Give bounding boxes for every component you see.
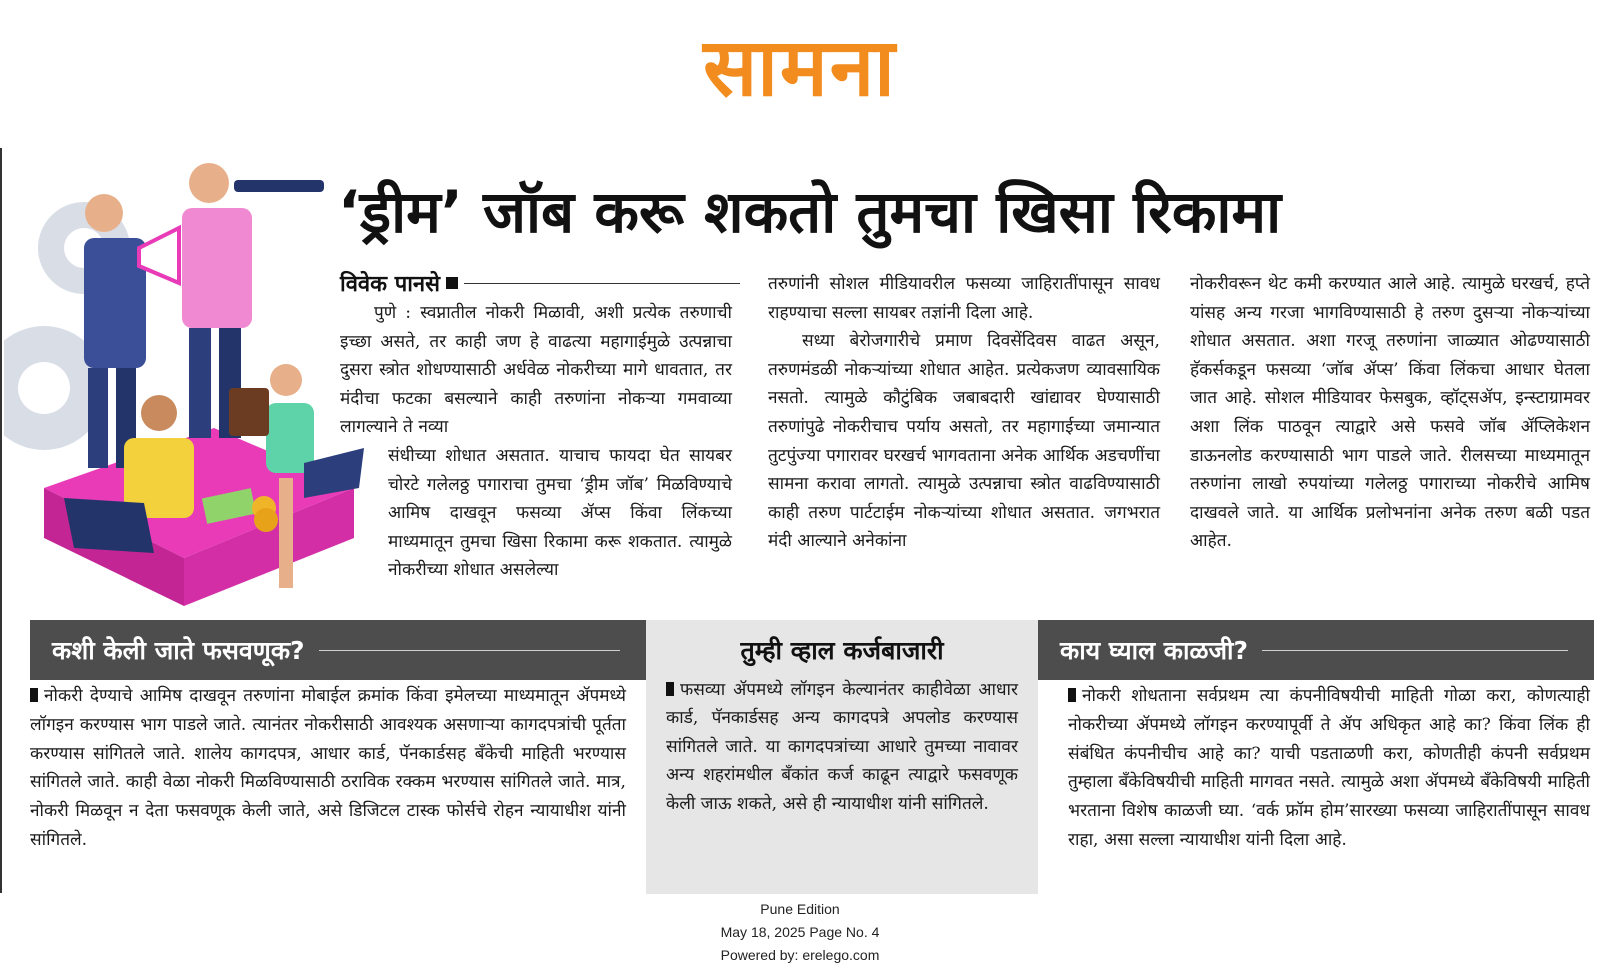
box-heading-care — [1038, 620, 1594, 680]
byline-row — [340, 268, 740, 298]
byline: विवेक पानसे — [340, 272, 440, 297]
headline: ‘ड्रीम’ जॉब करू शकतो तुमचा खिसा रिकामा — [338, 178, 1282, 246]
article-column-2 — [768, 270, 1160, 556]
article-paragraph: नोकरीवरून थेट कमी करण्यात आले आहे. त्यामुळे घरखर्च, हप्ते यांसह अन्य गरजा भागविण्यासाठी हे तरुण दुसऱ्या नोकऱ्यांच्या शोधात असतात. अशा गरजू तरुणांना जाळ्यात ओढण्यासाठी हॅकर्सकडून फसव्या ‘जॉब ॲप्स’ किंवा लिंकचा आधार घेतला जात आहे. सोशल मीडियावर फेसबुक, व्हॉट्सॲप, इन्स्टाग्रामवर अशा लिंक पाठवून त्याद्वारे असे फसवे जॉब ॲप्लिकेशन डाऊनलोड करण्यासाठी भाग पाडले जाते. रीलसच्या माध्यमातून तरुणांना लाखो रुपयांच्या गलेलठ्ठ पगाराच्या नोकरीचे आमिष दाखवले जाते. या आर्थिक प्रलोभनांना अनेक तरुण बळी पडत आहेत. — [1190, 274, 1590, 552]
box-text: फसव्या ॲपमध्ये लॉगइन केल्यानंतर काहीवेळा आधार कार्ड, पॅनकार्डसह अन्य कागदपत्रे अपलोड करण्यास सांगितले जाते. या कागदपत्रांच्या आधारे तुमच्या नावावर अन्य शहरांमधील बँकांत कर्ज काढून त्याद्वारे फसवणूक केली जाऊ शकते, असे ही न्यायाधीश यांनी सांगितले. — [666, 680, 1018, 814]
box-body-fraud — [30, 682, 626, 855]
article-column-1-bottom — [388, 442, 732, 585]
bullet-marker — [30, 688, 38, 702]
page-footer — [0, 898, 1600, 963]
page-left-rule — [0, 148, 2, 893]
box-heading-rule — [1262, 650, 1568, 651]
bullet-marker — [1068, 688, 1076, 702]
box-body-care — [1068, 682, 1590, 855]
article-paragraph: पुणे : स्वप्नातील नोकरी मिळावी, अशी प्रत्येक तरुणाची इच्छा असते, तर काही जण हे वाढत्या महागाईमुळे उत्पन्नाचा दुसरा स्त्रोत शोधण्यासाठी अर्धवेळ नोकरीच्या मागे धावतात, तर मंदीचा फटका बसल्याने काही तरुणांना नोकऱ्या गमवाव्या लागल्याने ते नव्या — [340, 303, 732, 438]
box-heading-rule — [319, 650, 620, 651]
box-body-debt — [646, 676, 1038, 894]
article-paragraph: संधीच्या शोधात असतात. याचाच फायदा घेत सायबर चोरटे गलेलठ्ठ पगाराचा तुमचा ‘ड्रीम जॉब’ मिळविण्याचे आमिष दाखवून फसव्या ॲप्स किंवा लिंकच्या माध्यमातून तुमचा खिसा रिकामा करू शकतात. त्यामुळे नोकरीच्या शोधात असलेल्या — [388, 446, 732, 581]
box-title: कशी केली जाते फसवणूक? — [52, 636, 305, 665]
masthead — [0, 18, 1600, 118]
byline-marker — [446, 277, 458, 289]
edition-label: Pune Edition — [760, 901, 840, 917]
box-heading-debt — [646, 620, 1038, 680]
article-column-3 — [1190, 270, 1590, 556]
box-text: नोकरी शोधताना सर्वप्रथम त्या कंपनीविषयीची माहिती गोळा करा, कोणत्याही नोकरीच्या ॲपमध्ये लॉगइन करण्यापूर्वी ते ॲप अधिकृत आहे का? किंवा लिंक ही संबंधित कंपनीचीच आहे का? याची पडताळणी करा, कोणतीही कंपनी सर्वप्रथम तुम्हाला बँकेविषयीची माहिती मागवत नसते. त्यामुळे अशा ॲपमध्ये बँकेविषयी माहिती भरताना विशेष काळजी घ्या. ‘वर्क फ्रॉम होम’सारख्या फसव्या जाहिरातींपासून सावध राहा, असा सल्ला न्यायाधीश यांनी दिला आहे. — [1068, 686, 1590, 850]
box-title: तुम्ही व्हाल कर्जबाजारी — [740, 636, 944, 665]
date-page-label: May 18, 2025 Page No. 4 — [720, 924, 880, 940]
job-seekers-illustration-icon — [4, 158, 364, 610]
bullet-marker — [666, 682, 674, 696]
box-text: नोकरी देण्याचे आमिष दाखवून तरुणांना मोबाईल क्रमांक किंवा इमेलच्या माध्यमातून ॲपमध्ये लॉगइन करण्यास भाग पाडले जाते. त्यानंतर नोकरीसाठी आवश्यक असणाऱ्या कागदपत्रांची पूर्तता करण्यास सांगितले जाते. शालेय कागदपत्र, आधार कार्ड, पॅनकार्डसह बँकेची माहिती भरण्यास सांगितले जाते. काही वेळा नोकरी मिळविण्यासाठी ठराविक रक्कम भरण्यास सांगितले जाते. मात्र, नोकरी मिळवून न देता फसवणूक केली जाते, असे डिजिटल टास्क फोर्सचे रोहन न्यायाधीश यांनी सांगितले. — [30, 686, 626, 850]
article-paragraph: सध्या बेरोजगारीचे प्रमाण दिवसेंदिवस वाढत असून, तरुणमंडळी नोकऱ्यांच्या शोधात आहेत. प्रत्येकजण व्यावसायिक नसतो. त्यामुळे कौटुंबिक जबाबदारी खांद्यावर घेण्यासाठी तरुणांपुढे नोकरीचाच पर्याय असतो, तर महागाईच्या जमान्यात तुटपुंज्या पगारावर घरखर्च भागवताना अनेक आर्थिक अडचणींचा सामना करावा लागतो. त्यामुळे उत्पन्नाचा स्त्रोत वाढविण्यासाठी काही तरुण पार्टटाईम नोकऱ्यांच्या शोधात असतात. जगभरात मंदी आल्याने अनेकांना — [768, 331, 1160, 552]
box-title: काय घ्याल काळजी? — [1060, 636, 1249, 665]
byline-rule — [464, 283, 740, 284]
article-paragraph: तरुणांनी सोशल मीडियावरील फसव्या जाहिरातींपासून सावध राहण्याचा सल्ला सायबर तज्ञांनी दिला आहे. — [768, 274, 1160, 323]
box-heading-fraud — [30, 620, 646, 680]
newspaper-logo: सामना — [703, 21, 897, 114]
powered-by-label: Powered by: erelego.com — [720, 947, 880, 963]
article-column-1-top — [340, 299, 732, 442]
